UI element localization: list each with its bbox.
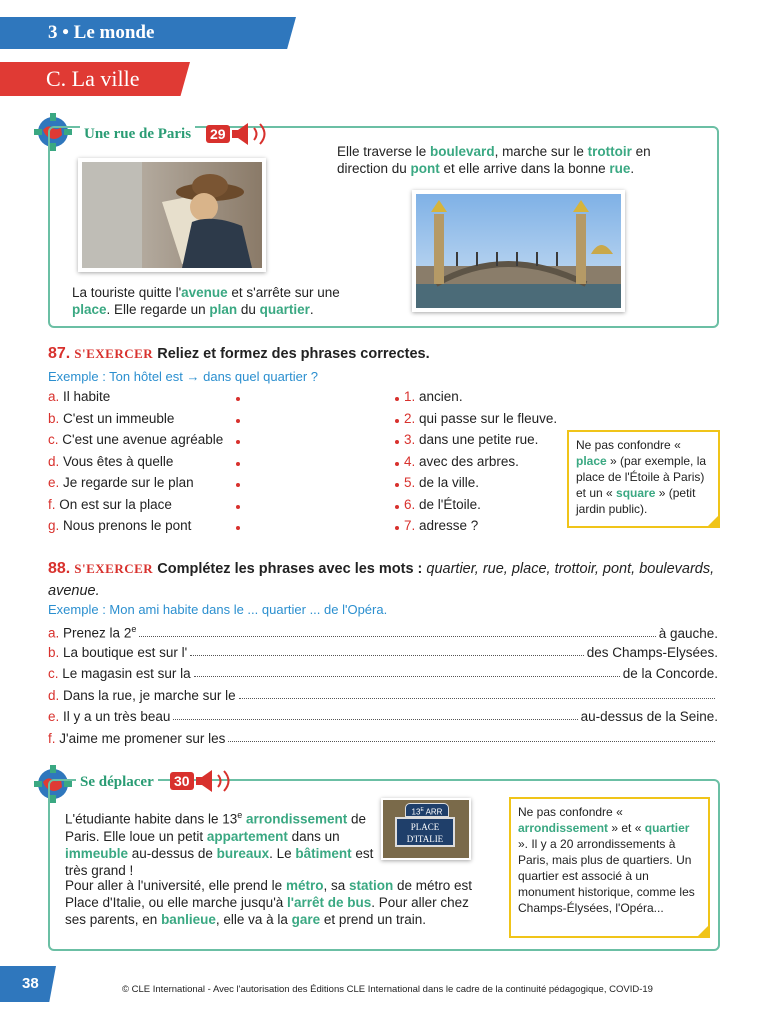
tourist-photo <box>78 158 266 272</box>
street-sign-photo <box>381 798 471 860</box>
part1-right-text: Elle traverse le boulevard, marche sur le trottoir en direction du pont et elle arrive dans la bonne rue. <box>337 144 651 176</box>
match-left-g: g. Nous prenons le pont <box>48 518 192 533</box>
page-number: 38 <box>22 975 39 992</box>
match-left-d: d. Vous êtes à quelle <box>48 454 174 469</box>
fill-row-c: c. Le magasin est sur la de la Concorde. <box>48 666 718 681</box>
match-dot-left-d[interactable] <box>236 462 240 466</box>
track-number: 30 <box>170 772 194 790</box>
sign-arrondissement: $13^E$ ARR <box>405 803 449 817</box>
track-number: 29 <box>206 125 230 143</box>
match-left-a: a. Il habite <box>48 389 111 404</box>
speaker-icon <box>230 121 274 147</box>
section-title: C. La ville <box>46 66 140 91</box>
sign-place-italie: PLACE D'ITALIE <box>395 817 455 847</box>
speaker-icon <box>194 768 238 794</box>
part1-title: Une rue de Paris <box>80 126 195 143</box>
match-dot-left-f[interactable] <box>236 505 240 509</box>
match-dot-left-c[interactable] <box>236 440 240 444</box>
blank-f[interactable] <box>228 741 715 742</box>
chapter-title: 3 • Le monde <box>48 22 155 43</box>
match-dot-left-g[interactable] <box>236 526 240 530</box>
match-right-2: 2. qui passe sur le fleuve. <box>404 411 558 426</box>
blank-a[interactable] <box>139 636 655 637</box>
exercise-88-heading: 88. S'EXERCER Complétez les phrases avec les mots : quartier, rue, place, trottoir, pont, boulevards, avenue. <box>48 560 715 599</box>
blank-e[interactable] <box>173 719 577 720</box>
match-left-c: c. C'est une avenue agréable <box>48 432 224 447</box>
match-dot-left-e[interactable] <box>236 483 240 487</box>
match-right-5: 5. de la ville. <box>404 475 480 490</box>
part1-left-text: La touriste quitte l'avenue et s'arrête sur une place. Elle regarde un plan du quartier. <box>72 285 340 317</box>
bridge-photo <box>412 190 625 312</box>
match-dot-right-7[interactable] <box>395 526 399 530</box>
match-dot-right-6[interactable] <box>395 505 399 509</box>
note-place-square: Ne pas confondre « place » (par exemple, la place de l'Étoile à Paris) et un « square » (petit jardin public). <box>567 430 720 528</box>
fill-row-a: a. Prenez la 2e à gauche. <box>48 624 718 641</box>
fill-row-e: e. Il y a un très beau au-dessus de la Seine. <box>48 709 718 724</box>
blank-d[interactable] <box>239 698 715 699</box>
match-left-b: b. C'est un immeuble <box>48 411 175 426</box>
match-right-7: 7. adresse ? <box>404 518 479 533</box>
part2-title: Se déplacer <box>76 774 158 791</box>
note-arrondissement-quartier: Ne pas confondre « arrondissement » et « quartier ». Il y a 20 arrondissements à Paris, mais plus de quartiers. Un quartier est associé à un monument historique, comme les Champs-Élysées, l'Opéra... <box>509 797 710 938</box>
match-right-1: 1. ancien. <box>404 389 463 404</box>
match-right-4: 4. avec des arbres. <box>404 454 519 469</box>
match-right-3: 3. dans une petite rue. <box>404 432 539 447</box>
match-left-e: e. Je regarde sur le plan <box>48 475 194 490</box>
exercise-87-heading: 87. S'EXERCER Reliez et formez des phrases correctes. <box>48 345 430 362</box>
note-corner <box>696 924 710 938</box>
exercise-87-example: Exemple : Ton hôtel est → dans quel quartier ? <box>48 369 319 384</box>
copyright-footer: © CLE International - Avec l'autorisation des Éditions CLE International dans le cadre de la continuité pédagogique, COVID-19 <box>122 984 653 995</box>
audio-track-30[interactable] <box>170 768 238 794</box>
audio-track-29[interactable] <box>206 121 274 147</box>
match-dot-right-4[interactable] <box>395 462 399 466</box>
match-dot-right-5[interactable] <box>395 483 399 487</box>
fill-row-d: d. Dans la rue, je marche sur le <box>48 688 718 703</box>
match-left-f: f. On est sur la place <box>48 497 172 512</box>
part2-text-bottom: Pour aller à l'université, elle prend le métro, sa station de métro est Place d'Italie, ou elle marche jusqu'à l'arrêt de bus. Pour aller chez ses parents, en banlieue, elle va à la gare et prend un train. <box>65 878 473 927</box>
match-dot-left-b[interactable] <box>236 419 240 423</box>
fill-row-f: f. J'aime me promener sur les <box>48 731 718 746</box>
match-dot-right-2[interactable] <box>395 419 399 423</box>
blank-c[interactable] <box>194 676 620 677</box>
note-corner <box>706 514 720 528</box>
match-right-6: 6. de l'Étoile. <box>404 497 481 512</box>
part2-text-top: L'étudiante habite dans le 13e arrondissement de Paris. Elle loue un petit appartement dans un immeuble au-dessus de bureaux. Le bâtiment est très grand ! <box>65 810 374 878</box>
match-dot-right-3[interactable] <box>395 440 399 444</box>
match-dot-left-a[interactable] <box>236 397 240 401</box>
match-dot-right-1[interactable] <box>395 397 399 401</box>
exercise-88-example: Exemple : Mon ami habite dans le ... quartier ... de l'Opéra. <box>48 602 388 617</box>
blank-b[interactable] <box>190 655 583 656</box>
fill-row-b: b. La boutique est sur l' des Champs-Elysées. <box>48 645 718 660</box>
